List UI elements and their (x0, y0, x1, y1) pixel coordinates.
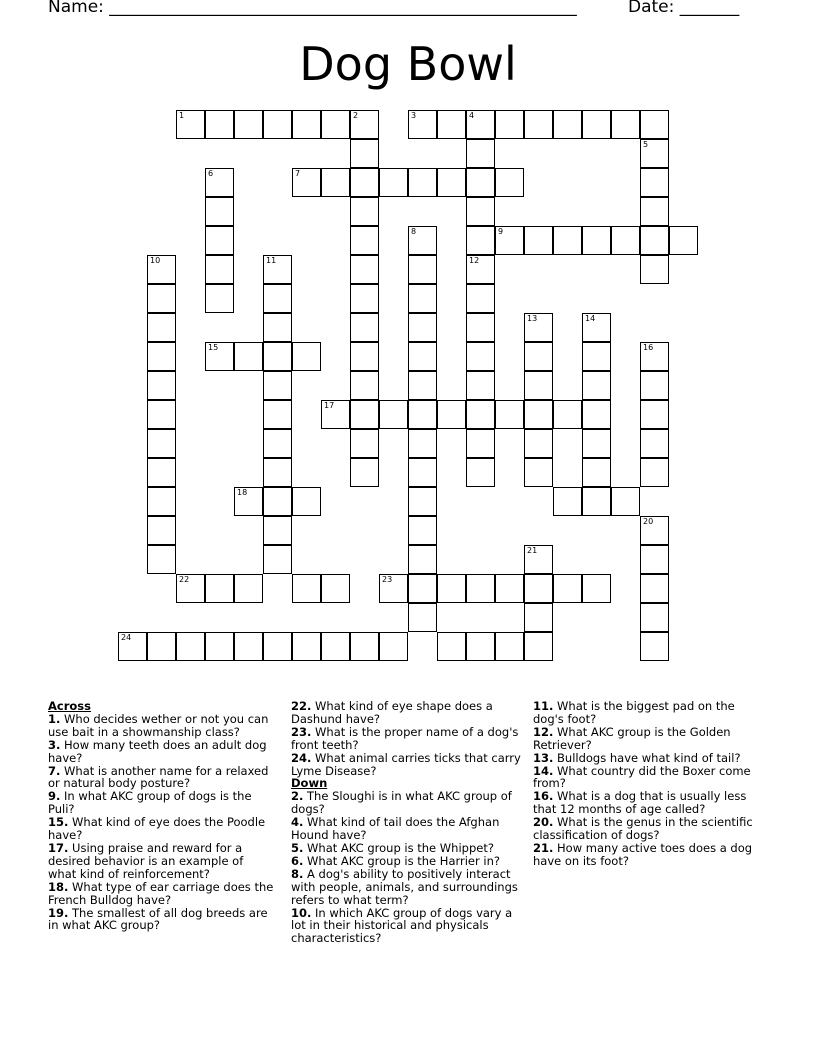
clue-number: 10 (150, 256, 161, 265)
clue-item (291, 816, 522, 842)
clue-number: 22 (179, 575, 190, 584)
grid-cell[interactable] (234, 487, 263, 516)
grid-cell[interactable] (205, 110, 234, 139)
clue-item-number: 14. (533, 763, 554, 778)
grid-cell[interactable] (437, 574, 466, 603)
grid-cell[interactable] (582, 574, 611, 603)
grid-cell[interactable] (611, 226, 640, 255)
grid-cell[interactable] (147, 313, 176, 342)
grid-cell[interactable] (292, 487, 321, 516)
grid-cell[interactable] (263, 516, 292, 545)
clue-item-number: 6. (291, 853, 304, 868)
grid-cell[interactable] (263, 255, 292, 284)
grid-cell[interactable] (263, 487, 292, 516)
grid-cell[interactable] (466, 226, 495, 255)
grid-cell[interactable] (263, 371, 292, 400)
grid-cell[interactable] (292, 110, 321, 139)
grid-cell[interactable] (350, 371, 379, 400)
clue-number: 8 (411, 227, 417, 236)
clue-item-text: Bulldogs have what kind of tail? (553, 750, 741, 765)
clue-item-number: 10. (291, 905, 312, 920)
grid-cell[interactable] (205, 255, 234, 284)
grid-cell[interactable] (263, 313, 292, 342)
grid-cell[interactable] (408, 371, 437, 400)
clue-item-text: Who decides wether or not you can use bait in a showmanship class? (48, 711, 269, 739)
clue-item-text: What country did the Boxer come from? (533, 763, 751, 791)
grid-cell[interactable] (582, 342, 611, 371)
grid-cell[interactable] (321, 168, 350, 197)
grid-cell[interactable] (553, 487, 582, 516)
grid-cell[interactable] (640, 371, 669, 400)
grid-cell[interactable] (582, 487, 611, 516)
grid-cell[interactable] (408, 458, 437, 487)
grid-cell[interactable] (524, 458, 553, 487)
grid-cell[interactable] (640, 632, 669, 661)
grid-cell[interactable] (379, 632, 408, 661)
clue-item-text: What is a dog that is usually less that 12 months of age called? (533, 789, 747, 817)
grid-cell[interactable] (350, 342, 379, 371)
grid-cell[interactable] (524, 313, 553, 342)
clue-item (291, 700, 522, 726)
grid-cell[interactable] (263, 458, 292, 487)
down-heading: Down (291, 776, 328, 791)
clue-item-number: 23. (291, 724, 312, 739)
grid-cell[interactable] (640, 226, 669, 255)
clue-item-number: 21. (533, 840, 554, 855)
clue-number: 21 (527, 546, 538, 555)
grid-cell[interactable] (466, 197, 495, 226)
grid-cell[interactable] (350, 110, 379, 139)
grid-cell[interactable] (292, 574, 321, 603)
grid-cell[interactable] (176, 632, 205, 661)
clue-item-text: How many active toes does a dog have on its foot? (533, 840, 753, 868)
clue-item (533, 842, 755, 868)
grid-cell[interactable] (466, 458, 495, 487)
clue-item-number: 13. (533, 750, 554, 765)
grid-cell[interactable] (640, 139, 669, 168)
clue-item (533, 790, 755, 816)
clue-item (48, 790, 274, 816)
grid-cell[interactable] (640, 168, 669, 197)
clue-item-text: The smallest of all dog breeds are in what AKC group? (48, 905, 268, 933)
grid-cell[interactable] (118, 632, 147, 661)
grid-cell[interactable] (582, 458, 611, 487)
clue-item-text: What kind of eye shape does a Dashund have? (291, 699, 493, 726)
grid-cell[interactable] (205, 342, 234, 371)
clue-number: 20 (643, 517, 654, 526)
clue-number: 14 (585, 314, 596, 323)
grid-cell[interactable] (379, 168, 408, 197)
across-heading: Across (48, 699, 91, 713)
grid-cell[interactable] (408, 516, 437, 545)
grid-cell[interactable] (408, 313, 437, 342)
grid-cell[interactable] (263, 110, 292, 139)
clue-number: 17 (324, 401, 335, 410)
grid-cell[interactable] (495, 168, 524, 197)
clue-item (48, 765, 274, 791)
grid-cell[interactable] (147, 632, 176, 661)
grid-cell[interactable] (553, 110, 582, 139)
grid-cell[interactable] (408, 168, 437, 197)
grid-cell[interactable] (350, 226, 379, 255)
grid-cell[interactable] (553, 226, 582, 255)
name-field-label: Name: _______________________________________________________ (48, 0, 577, 17)
clue-number: 13 (527, 314, 538, 323)
clue-item-number: 2. (291, 789, 304, 804)
clue-item-text: What kind of tail does the Afghan Hound have? (291, 815, 500, 843)
grid-cell[interactable] (147, 255, 176, 284)
clue-number: 9 (498, 227, 504, 236)
grid-cell[interactable] (350, 139, 379, 168)
grid-cell[interactable] (292, 342, 321, 371)
grid-cell[interactable] (495, 110, 524, 139)
grid-cell[interactable] (640, 574, 669, 603)
clue-item-number: 19. (48, 905, 69, 920)
grid-cell[interactable] (408, 110, 437, 139)
clue-item-number: 20. (533, 815, 554, 830)
grid-cell[interactable] (350, 197, 379, 226)
grid-cell[interactable] (408, 400, 437, 429)
grid-cell[interactable] (437, 168, 466, 197)
grid-cell[interactable] (437, 632, 466, 661)
clues-column-2 (291, 700, 522, 945)
grid-cell[interactable] (495, 226, 524, 255)
clues-column-1 (48, 700, 274, 932)
clue-item-number: 17. (48, 840, 69, 855)
clue-item-number: 24. (291, 750, 312, 765)
clue-number: 24 (121, 633, 132, 642)
clue-number: 7 (295, 169, 301, 178)
clue-item (48, 739, 274, 765)
clue-number: 15 (208, 343, 219, 352)
clue-item-text: What animal carries ticks that carry Lyme Disease? (291, 750, 521, 778)
grid-cell[interactable] (524, 110, 553, 139)
clues-column-3 (533, 700, 755, 868)
grid-cell[interactable] (350, 255, 379, 284)
grid-cell[interactable] (466, 632, 495, 661)
grid-cell[interactable] (205, 226, 234, 255)
grid-cell[interactable] (640, 516, 669, 545)
grid-cell[interactable] (176, 574, 205, 603)
clue-item-number: 11. (533, 699, 554, 713)
grid-cell[interactable] (466, 313, 495, 342)
grid-cell[interactable] (263, 632, 292, 661)
grid-cell[interactable] (495, 574, 524, 603)
clue-item-number: 4. (291, 815, 304, 830)
clue-number: 3 (411, 111, 417, 120)
grid-cell[interactable] (263, 545, 292, 574)
grid-cell[interactable] (524, 400, 553, 429)
clue-item-number: 9. (48, 789, 61, 804)
clue-item-text: In what AKC group of dogs is the Puli? (48, 789, 252, 817)
clue-item (48, 713, 274, 739)
grid-cell[interactable] (350, 168, 379, 197)
clue-item-text: How many teeth does an adult dog have? (48, 737, 267, 765)
clue-item (48, 881, 274, 907)
grid-cell[interactable] (437, 400, 466, 429)
grid-cell[interactable] (408, 429, 437, 458)
clue-item-text: What type of ear carriage does the French Bulldog have? (48, 879, 274, 907)
grid-cell[interactable] (524, 603, 553, 632)
grid-cell[interactable] (147, 429, 176, 458)
grid-cell[interactable] (147, 342, 176, 371)
grid-cell[interactable] (350, 313, 379, 342)
clue-item-text: What is the proper name of a dog's front teeth? (291, 724, 519, 752)
clue-number: 18 (237, 488, 248, 497)
clue-item-number: 18. (48, 879, 69, 894)
grid-cell[interactable] (524, 632, 553, 661)
clue-item (291, 868, 522, 907)
clue-item-number: 7. (48, 763, 61, 778)
grid-cell[interactable] (408, 574, 437, 603)
clue-number: 23 (382, 575, 393, 584)
grid-cell[interactable] (408, 545, 437, 574)
grid-cell[interactable] (263, 429, 292, 458)
grid-cell[interactable] (147, 545, 176, 574)
grid-cell[interactable] (205, 197, 234, 226)
clue-item-text: The Sloughi is in what AKC group of dogs? (291, 789, 512, 817)
grid-cell[interactable] (582, 226, 611, 255)
clue-item-number: 12. (533, 724, 554, 739)
grid-cell[interactable] (234, 574, 263, 603)
grid-cell[interactable] (466, 574, 495, 603)
clue-item (48, 907, 274, 933)
grid-cell[interactable] (408, 284, 437, 313)
clue-item (533, 726, 755, 752)
grid-cell[interactable] (524, 226, 553, 255)
grid-cell[interactable] (466, 139, 495, 168)
clue-item (48, 842, 274, 881)
grid-cell[interactable] (147, 400, 176, 429)
grid-cell[interactable] (582, 400, 611, 429)
clue-item-number: 8. (291, 866, 304, 881)
grid-cell[interactable] (379, 400, 408, 429)
grid-cell[interactable] (350, 429, 379, 458)
grid-cell[interactable] (553, 400, 582, 429)
grid-cell[interactable] (234, 110, 263, 139)
clue-item-number: 22. (291, 699, 312, 713)
grid-cell[interactable] (205, 168, 234, 197)
clue-item-number: 16. (533, 789, 554, 804)
clue-item (533, 765, 755, 791)
clue-item-number: 1. (48, 711, 61, 726)
grid-cell[interactable] (408, 603, 437, 632)
clue-number: 2 (353, 111, 359, 120)
grid-cell[interactable] (582, 429, 611, 458)
grid-cell[interactable] (553, 574, 582, 603)
grid-cell[interactable] (640, 400, 669, 429)
clue-number: 1 (179, 111, 185, 120)
clue-number: 11 (266, 256, 277, 265)
grid-cell[interactable] (640, 197, 669, 226)
grid-cell[interactable] (147, 284, 176, 313)
grid-cell[interactable] (147, 516, 176, 545)
grid-cell[interactable] (292, 632, 321, 661)
grid-cell[interactable] (524, 342, 553, 371)
grid-cell[interactable] (292, 168, 321, 197)
clue-item-text: Using praise and reward for a desired behavior is an example of what kind of reinforcement? (48, 840, 244, 881)
clue-item-text: What is the genus in the scientific classification of dogs? (533, 815, 753, 843)
grid-cell[interactable] (176, 110, 205, 139)
grid-cell[interactable] (582, 110, 611, 139)
clue-item-text: What kind of eye does the Poodle have? (48, 815, 266, 843)
grid-cell[interactable] (147, 371, 176, 400)
grid-cell[interactable] (466, 168, 495, 197)
grid-cell[interactable] (437, 110, 466, 139)
grid-cell[interactable] (466, 284, 495, 313)
grid-cell[interactable] (147, 458, 176, 487)
clue-item (291, 907, 522, 946)
grid-cell[interactable] (640, 603, 669, 632)
grid-cell[interactable] (350, 458, 379, 487)
grid-cell[interactable] (466, 110, 495, 139)
clue-item (48, 816, 274, 842)
page-title: Dog Bowl (299, 37, 517, 91)
grid-cell[interactable] (408, 487, 437, 516)
clue-item (291, 726, 522, 752)
grid-cell[interactable] (263, 284, 292, 313)
grid-cell[interactable] (524, 574, 553, 603)
grid-cell[interactable] (640, 342, 669, 371)
clue-item-number: 3. (48, 737, 61, 752)
grid-cell[interactable] (611, 487, 640, 516)
clue-item-text: What AKC group is the Whippet? (303, 840, 494, 855)
grid-cell[interactable] (205, 574, 234, 603)
grid-cell[interactable] (640, 458, 669, 487)
grid-cell[interactable] (408, 226, 437, 255)
grid-cell[interactable] (321, 574, 350, 603)
clue-number: 5 (643, 140, 649, 149)
grid-cell[interactable] (350, 400, 379, 429)
grid-cell[interactable] (582, 371, 611, 400)
grid-cell[interactable] (408, 342, 437, 371)
grid-cell[interactable] (495, 400, 524, 429)
grid-cell[interactable] (321, 632, 350, 661)
clue-item-text: What AKC group is the Golden Retriever? (533, 724, 731, 752)
clue-item-number: 15. (48, 815, 69, 830)
grid-cell[interactable] (350, 284, 379, 313)
grid-cell[interactable] (669, 226, 698, 255)
clue-item-text: A dog's ability to positively interact with people, animals, and surroundings refers to what term? (291, 866, 518, 907)
clue-item-text: In which AKC group of dogs vary a lot in their historical and physicals characteristics? (291, 905, 513, 946)
grid-cell[interactable] (466, 342, 495, 371)
clue-item (533, 700, 755, 726)
grid-cell[interactable] (640, 545, 669, 574)
clue-item-text: What AKC group is the Harrier in? (303, 853, 500, 868)
grid-cell[interactable] (205, 632, 234, 661)
grid-cell[interactable] (466, 255, 495, 284)
grid-cell[interactable] (466, 371, 495, 400)
grid-cell[interactable] (611, 110, 640, 139)
grid-cell[interactable] (147, 487, 176, 516)
grid-cell[interactable] (321, 400, 350, 429)
grid-cell[interactable] (408, 255, 437, 284)
grid-cell[interactable] (582, 313, 611, 342)
grid-cell[interactable] (263, 342, 292, 371)
clue-number: 6 (208, 169, 214, 178)
grid-cell[interactable] (379, 574, 408, 603)
clue-item-number: 5. (291, 840, 304, 855)
grid-cell[interactable] (263, 400, 292, 429)
grid-cell[interactable] (466, 429, 495, 458)
clue-item (291, 752, 522, 778)
grid-cell[interactable] (640, 255, 669, 284)
clue-item-text: What is another name for a relaxed or natural body posture? (48, 763, 269, 791)
grid-cell[interactable] (524, 371, 553, 400)
clue-item-text: What is the biggest pad on the dog's foot? (533, 699, 735, 726)
grid-cell[interactable] (640, 429, 669, 458)
clue-number: 4 (469, 111, 475, 120)
grid-cell[interactable] (234, 632, 263, 661)
grid-cell[interactable] (524, 429, 553, 458)
grid-cell[interactable] (495, 632, 524, 661)
clue-item (533, 816, 755, 842)
grid-cell[interactable] (234, 342, 263, 371)
clue-number: 16 (643, 343, 654, 352)
grid-cell[interactable] (524, 545, 553, 574)
clue-number: 12 (469, 256, 480, 265)
grid-cell[interactable] (466, 400, 495, 429)
date-field-label: Date: _______ (628, 0, 740, 17)
grid-cell[interactable] (350, 632, 379, 661)
grid-cell[interactable] (205, 284, 234, 313)
clue-item (291, 790, 522, 816)
grid-cell[interactable] (321, 110, 350, 139)
grid-cell[interactable] (640, 110, 669, 139)
